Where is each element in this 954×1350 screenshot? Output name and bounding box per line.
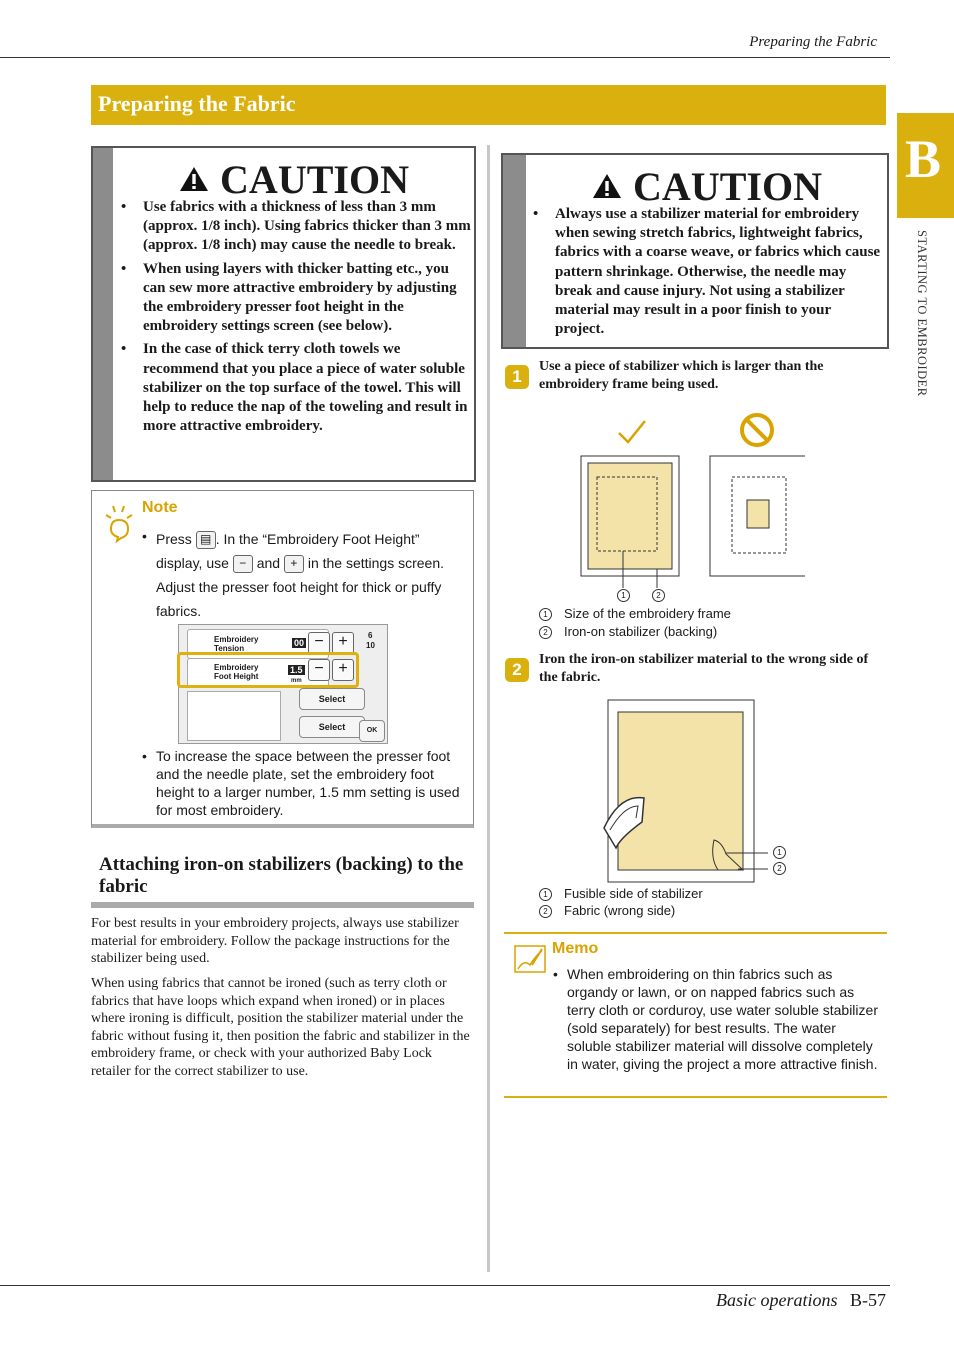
column-divider	[487, 145, 490, 1272]
foot-height-value: 1.5	[290, 665, 303, 675]
caution-list	[115, 198, 471, 440]
subsection-rule	[91, 902, 474, 908]
minus-key-icon: −	[233, 555, 253, 573]
caution-strip	[93, 148, 113, 480]
caption-number: 2	[539, 905, 552, 918]
callout-marker: 1	[617, 589, 630, 602]
step-text: Use a piece of stabilizer which is larger than the embroidery frame being used.	[539, 359, 824, 392]
step-text: Iron the iron-on stabilizer material to the wrong side of the fabric.	[539, 652, 869, 685]
memo-pencil-icon	[514, 945, 546, 973]
lightbulb-icon	[102, 503, 136, 543]
note-text: Press	[156, 531, 192, 547]
running-header: Preparing the Fabric	[749, 34, 877, 50]
footer-section: Basic operations	[716, 1290, 838, 1310]
figure-caption	[539, 885, 703, 902]
note-text: and	[256, 555, 281, 571]
note-text: . In the “Embroidery Foot Height” display, use	[156, 531, 420, 571]
plus-key-icon: +	[284, 555, 304, 573]
page-number: B-57	[850, 1290, 886, 1310]
caution-item: • Always use a stabilizer material for embroidery when sewing stretch fabrics, lightweight fabrics, fabrics with a coarse weave, or fabrics which cause pattern shrinkage. Otherwise, the needle may break and cause injury. Not using a stabilizer material may result in a poor finish to your project.	[527, 205, 883, 339]
caution-heading	[526, 163, 887, 209]
header-rule	[0, 57, 890, 58]
chapter-tab-label: STARTING TO EMBROIDER	[915, 230, 929, 397]
paragraph: For best results in your embroidery projects, always use stabilizer material for embroidery. Follow the package instructions for the stabilizer being used.	[91, 916, 459, 967]
page-top: 6	[368, 631, 373, 640]
note-label: Note	[142, 499, 178, 516]
subsection-title: Attaching iron-on stabilizers (backing) to the fabric	[99, 854, 464, 897]
tension-minus-button[interactable]: −	[308, 632, 330, 654]
caution-title: CAUTION	[633, 163, 822, 209]
caption-number: 1	[539, 888, 552, 901]
caution-box-right	[501, 153, 889, 349]
caption-number: 2	[539, 626, 552, 639]
section-title: Preparing the Fabric	[98, 91, 296, 116]
step-number-badge: 1	[505, 365, 529, 389]
note-bullet-1: • Press ▤ . In the “Embroidery Foot Height” display, use − and + in the settings screen. Adjust the presser foot height for thick or puffy fabrics.	[142, 528, 445, 619]
footer-rule	[0, 1285, 890, 1286]
caption-text: Iron-on stabilizer (backing)	[564, 624, 718, 639]
foot-height-plus-button[interactable]: +	[332, 659, 354, 681]
callout-marker: 1	[773, 846, 786, 859]
foot-height-highlight	[177, 652, 359, 688]
caption-text: Fusible side of stabilizer	[564, 886, 703, 901]
chapter-tab-letter: B	[905, 129, 942, 189]
warning-triangle-icon	[591, 172, 623, 200]
caution-heading	[113, 156, 474, 202]
caption-text: Fabric (wrong side)	[564, 903, 676, 918]
callout-marker: 2	[652, 589, 665, 602]
memo-label: Memo	[552, 940, 599, 957]
caution-item: • Use fabrics with a thickness of less than 3 mm (approx. 1/8 inch). Using fabrics thicker than 3 mm (approx. 1/8 inch) may cause the needle to break.	[115, 198, 471, 256]
foot-height-label: Embroidery Foot Height	[214, 663, 259, 681]
settings-screen-illustration	[178, 624, 388, 744]
caution-title: CAUTION	[220, 156, 409, 202]
caption-text: Size of the embroidery frame	[564, 606, 731, 621]
iron-on-figure	[598, 698, 793, 884]
tension-plus-button[interactable]: +	[332, 632, 354, 654]
figure-caption	[539, 623, 717, 640]
caution-item: • When using layers with thicker batting etc., you can sew more attractive embroidery by adjusting the embroidery presser foot height in the embroidery settings screen (see below).	[115, 260, 471, 337]
paragraph: When using fabrics that cannot be ironed (such as terry cloth or fabrics that have loops which expand when ironed) or in places where ironing is difficult, position the stabilizer material under the fabric without fusing it, then position the fabric and stabilizer in the embroidery frame, or check with your authorized Baby Lock retailer for the correct stabilizer to use.	[91, 976, 470, 1079]
foot-height-unit: mm	[291, 678, 302, 684]
step-number-badge: 2	[505, 658, 529, 682]
tension-value: 00	[294, 638, 305, 648]
callout-marker: 2	[773, 862, 786, 875]
select-button-1[interactable]: Select	[299, 688, 365, 710]
select-button-2[interactable]: Select	[299, 716, 365, 738]
caption-number: 1	[539, 608, 552, 621]
caution-list	[527, 205, 883, 343]
caution-item: • In the case of thick terry cloth towels we recommend that you place a piece of water soluble stabilizer on the top surface of the towel. This will help to reduce the nap of the toweling and result in more attractive embroidery.	[115, 340, 471, 436]
note-text: To increase the space between the presser foot and the needle plate, set the embroidery foot height to a larger number, 1.5 mm setting is used for most embroidery.	[156, 748, 460, 818]
figure-caption	[539, 902, 675, 919]
memo-text: When embroidering on thin fabrics such as organdy or lawn, or on napped fabrics such as terry cloth or corduroy, use water soluble stabilizer (sold separately) for best results. The water soluble stabilizer material will dissolve completely in water, giving the project a more attractive finish.	[567, 966, 878, 1072]
stabilizer-size-figure	[575, 450, 805, 600]
note-text: in the settings screen. Adjust the presser foot height for thick or puffy fabrics.	[156, 555, 445, 619]
figure-caption	[539, 605, 731, 622]
checkmark-icon	[616, 418, 648, 446]
frame-preview	[187, 691, 281, 741]
ok-button[interactable]: OK	[359, 720, 385, 742]
note-bullet-2: • To increase the space between the presser foot and the needle plate, set the embroidery foot height to a larger number, 1.5 mm setting is used for most embroidery.	[142, 747, 466, 819]
tension-label: Embroidery Tension	[214, 635, 259, 653]
page-bottom: 10	[366, 641, 375, 650]
settings-key-icon: ▤	[196, 531, 216, 549]
footer	[716, 1290, 886, 1311]
warning-triangle-icon	[178, 165, 210, 193]
memo-bullet: • When embroidering on thin fabrics such as organdy or lawn, or on napped fabrics such as terry cloth or corduroy, use water soluble stabilizer (sold separately) for best results. The water soluble stabilizer material will dissolve completely in water, giving the project a more attractive finish.	[553, 966, 878, 1072]
caution-strip	[503, 155, 526, 347]
foot-height-minus-button[interactable]: −	[308, 659, 330, 681]
prohibited-icon	[738, 411, 776, 449]
caution-box-left	[91, 146, 476, 482]
